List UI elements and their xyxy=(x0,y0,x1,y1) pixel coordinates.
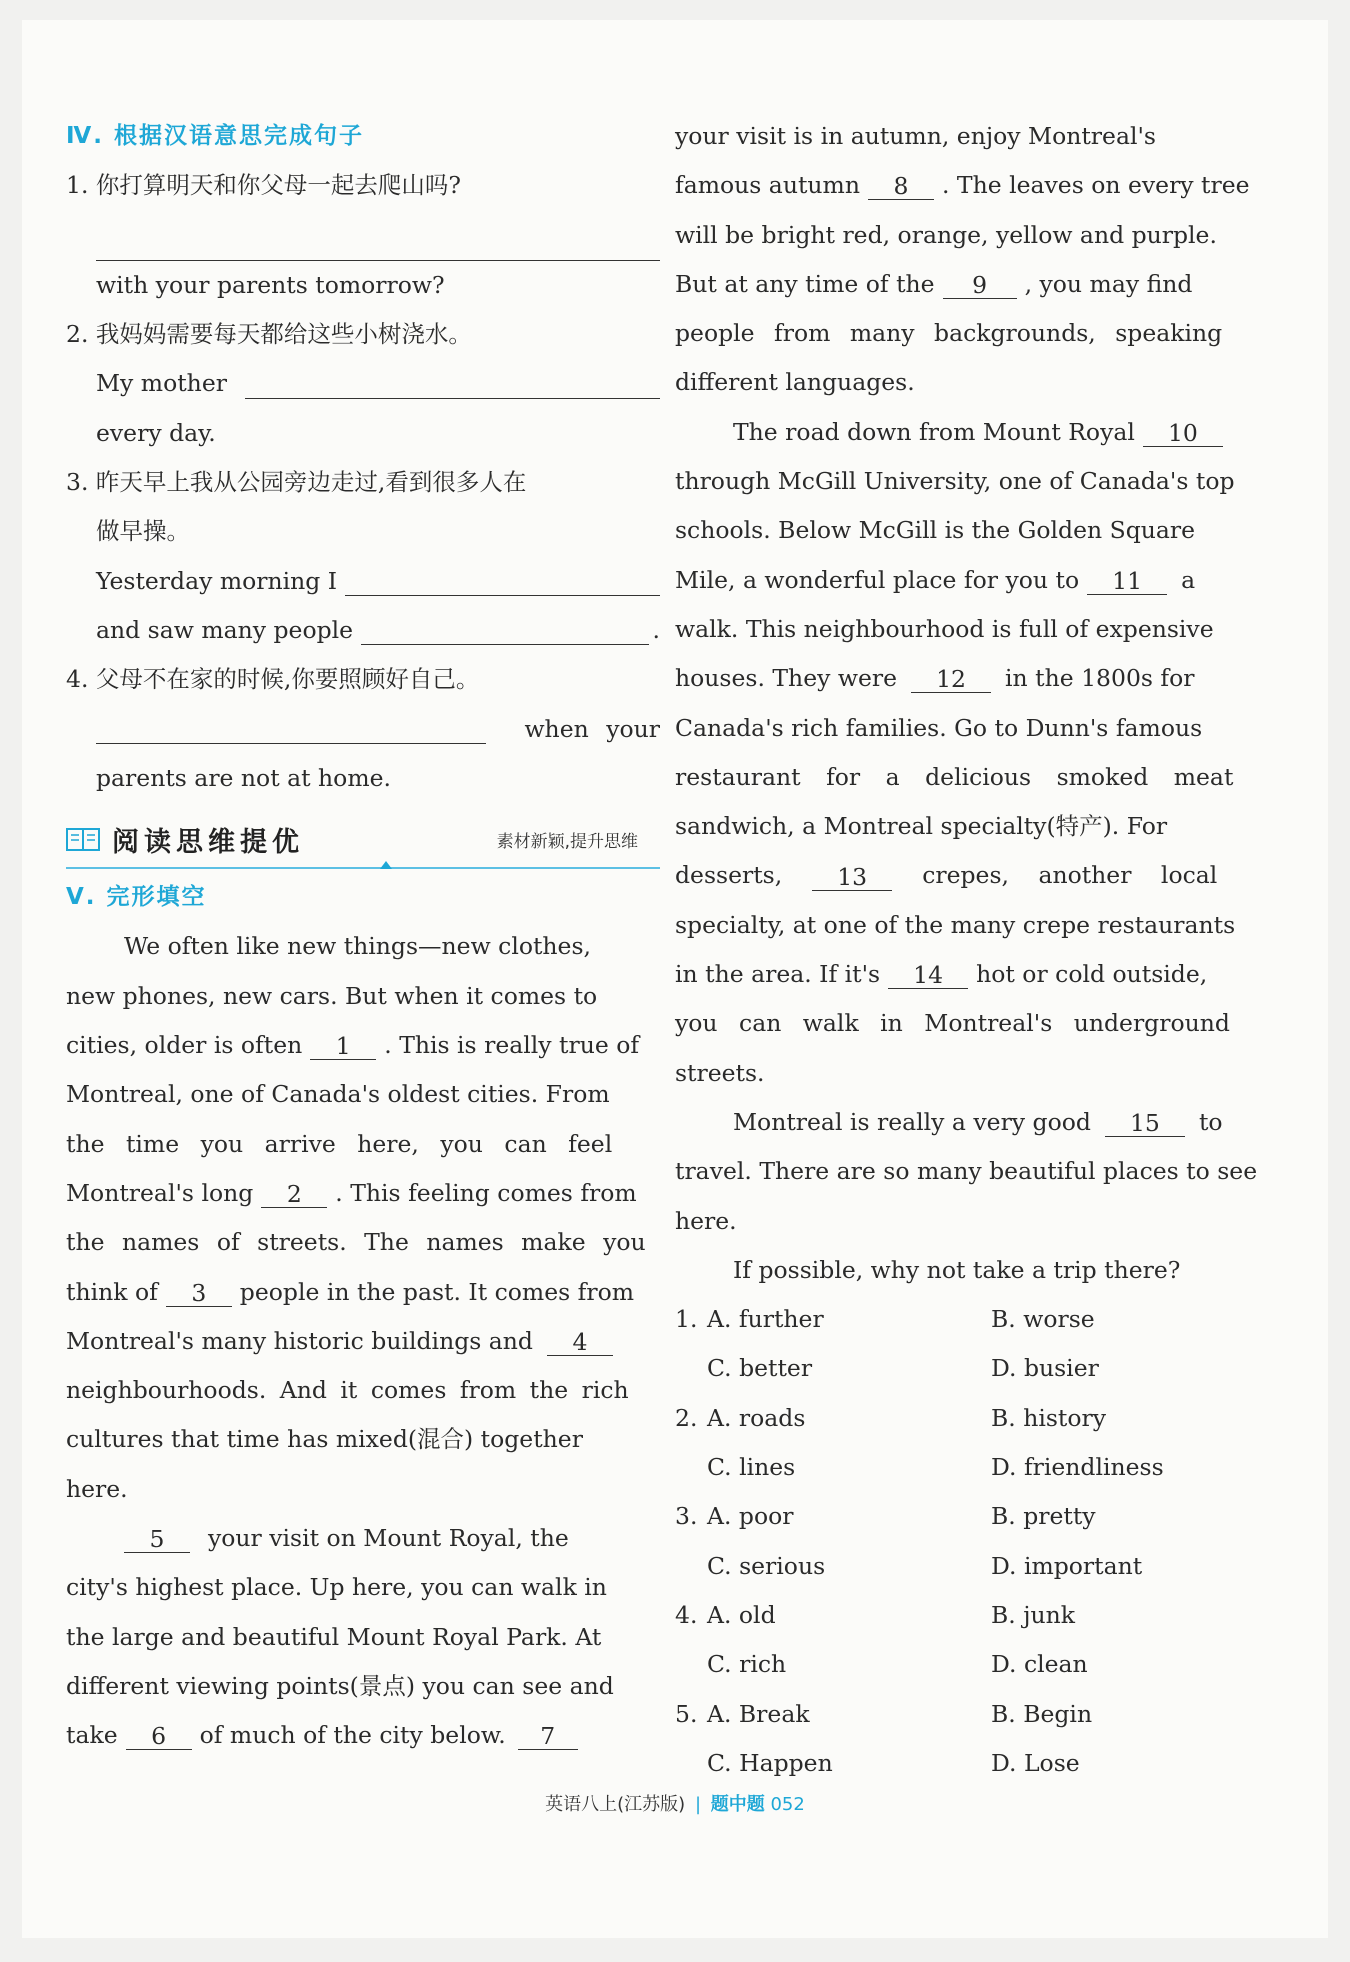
passage-line xyxy=(66,1317,660,1366)
option-b[interactable]: B. junk xyxy=(991,1600,1076,1629)
blank-11[interactable]: 11 xyxy=(1087,566,1167,595)
q3-text-2: and saw many people xyxy=(96,615,354,644)
passage-line xyxy=(675,1098,1271,1147)
blank-9[interactable]: 9 xyxy=(943,270,1017,299)
passage-line: streets. xyxy=(675,1058,765,1087)
passage-text: , you may find xyxy=(1024,269,1193,298)
banner-title: 阅读思维提优 xyxy=(112,826,304,858)
passage-line xyxy=(675,260,1271,309)
passage-text: But at any time of the xyxy=(675,269,935,298)
passage-text: cities, older is often xyxy=(66,1031,303,1060)
passage-text: famous autumn xyxy=(675,171,860,200)
option-row xyxy=(675,1640,1271,1689)
option-a[interactable]: A. old xyxy=(707,1600,776,1629)
footer-brand: 题中题 xyxy=(710,1794,765,1815)
q2-answer-blank[interactable] xyxy=(245,370,660,399)
passage-text: hot or cold outside, xyxy=(976,960,1208,989)
q1-answer-line-wrap xyxy=(66,211,660,261)
q4-text-1: when your xyxy=(524,714,660,743)
passage-text: your visit on Mount Royal, the xyxy=(208,1524,569,1553)
blank-2[interactable]: 2 xyxy=(261,1179,327,1208)
q3-english-1 xyxy=(66,557,660,606)
book-icon xyxy=(66,826,100,852)
option-d[interactable]: D. clean xyxy=(991,1650,1088,1679)
option-number: 4. xyxy=(675,1600,698,1629)
passage-line: new phones, new cars. But when it comes to xyxy=(66,981,598,1010)
q4-english-2: parents are not at home. xyxy=(96,763,391,792)
option-a[interactable]: A. roads xyxy=(707,1403,806,1432)
passage-line: different languages. xyxy=(675,368,915,397)
section-4-title: Ⅳ. 根据汉语意思完成句子 xyxy=(66,123,365,149)
right-column xyxy=(675,112,1271,1788)
passage-line: city's highest place. Up here, you can walk in xyxy=(66,1573,607,1602)
q2-english-2: every day. xyxy=(96,418,216,447)
passage-line xyxy=(675,950,1271,999)
blank-15[interactable]: 15 xyxy=(1105,1108,1185,1137)
passage-line xyxy=(66,1021,660,1070)
passage-line: through McGill University, one of Canada's top xyxy=(675,467,1235,496)
passage-text: Montreal's long xyxy=(66,1178,254,1207)
blank-6[interactable]: 6 xyxy=(126,1721,192,1750)
option-row xyxy=(675,1443,1271,1492)
passage-line: will be bright red, orange, yellow and purple. xyxy=(675,220,1217,249)
q3-text-1: Yesterday morning I xyxy=(96,566,338,595)
blank-8[interactable]: 8 xyxy=(868,171,934,200)
passage-line: you can walk in Montreal's underground xyxy=(675,1009,1230,1038)
passage-line: people from many backgrounds, speaking xyxy=(675,319,1223,348)
blank-12[interactable]: 12 xyxy=(911,664,991,693)
q2-text: My mother xyxy=(96,369,227,398)
option-b[interactable]: B. history xyxy=(991,1403,1107,1432)
passage-text: to xyxy=(1198,1107,1223,1136)
passage-text: people in the past. It comes from xyxy=(239,1277,634,1306)
passage-line xyxy=(675,161,1271,210)
passage-text: desserts, xyxy=(675,861,783,890)
passage-line: restaurant for a delicious smoked meat xyxy=(675,762,1234,791)
option-number: 1. xyxy=(675,1305,698,1334)
passage-line: schools. Below McGill is the Golden Square xyxy=(675,516,1196,545)
q3-chinese-1: 3. 昨天早上我从公园旁边走过,看到很多人在 xyxy=(66,468,527,497)
blank-4[interactable]: 4 xyxy=(547,1327,613,1356)
page-footer xyxy=(0,1790,1350,1816)
option-row xyxy=(675,1739,1271,1788)
option-b[interactable]: B. worse xyxy=(991,1305,1095,1334)
option-number: 2. xyxy=(675,1403,698,1432)
passage-line: cultures that time has mixed(混合) together xyxy=(66,1425,583,1454)
blank-14[interactable]: 14 xyxy=(888,960,968,989)
passage-line: travel. There are so many beautiful places to see xyxy=(675,1157,1258,1186)
blank-13[interactable]: 13 xyxy=(812,862,892,891)
footer-book-title: 英语八上(江苏版) xyxy=(545,1794,686,1815)
passage-line xyxy=(675,408,1271,457)
options-list xyxy=(675,1295,1271,1788)
option-c[interactable]: C. serious xyxy=(707,1551,826,1580)
passage-line: We often like new things—new clothes, xyxy=(124,932,591,961)
passage-line xyxy=(66,1514,660,1563)
q3-answer-blank-2[interactable] xyxy=(361,616,648,645)
passage-line xyxy=(66,1711,660,1760)
q4-answer-blank[interactable] xyxy=(96,715,486,744)
passage-text: in the area. If it's xyxy=(675,960,881,989)
footer-divider: | xyxy=(694,1794,702,1815)
passage-line: specialty, at one of the many crepe restaurants xyxy=(675,910,1236,939)
passage-text: take xyxy=(66,1721,118,1750)
passage-text: Montreal's many historic buildings and xyxy=(66,1326,533,1355)
passage-line xyxy=(66,1268,660,1317)
option-d[interactable]: D. Lose xyxy=(991,1748,1080,1777)
option-row xyxy=(675,1492,1271,1541)
q3-chinese-2: 做早操。 xyxy=(96,517,190,546)
passage-line: the large and beautiful Mount Royal Park. At xyxy=(66,1622,602,1651)
blank-10[interactable]: 10 xyxy=(1143,418,1223,447)
passage-line: your visit is in autumn, enjoy Montreal's xyxy=(675,122,1156,150)
option-row xyxy=(675,1591,1271,1640)
q2-chinese: 2. 我妈妈需要每天都给这些小树浇水。 xyxy=(66,320,472,349)
option-row xyxy=(675,1394,1271,1443)
passage-text: in the 1800s for xyxy=(1005,664,1195,693)
option-row xyxy=(675,1542,1271,1591)
left-column xyxy=(66,112,660,1761)
option-a[interactable]: A. Break xyxy=(707,1699,810,1728)
option-row xyxy=(675,1295,1271,1344)
passage-line xyxy=(66,1169,660,1218)
page-number: 052 xyxy=(770,1794,805,1815)
passage-line: sandwich, a Montreal specialty(特产). For xyxy=(675,812,1168,841)
banner-triangle-marker xyxy=(380,861,392,869)
option-a[interactable]: A. further xyxy=(707,1305,824,1334)
option-c[interactable]: C. better xyxy=(707,1354,813,1383)
passage-line: here. xyxy=(66,1474,128,1503)
option-d[interactable]: D. important xyxy=(991,1551,1143,1580)
passage-line: If possible, why not take a trip there? xyxy=(733,1255,1181,1284)
section-5-title: Ⅴ. 完形填空 xyxy=(66,884,207,911)
q1-answer-line[interactable] xyxy=(96,211,660,261)
passage-text: . This feeling comes from xyxy=(335,1178,637,1207)
option-b[interactable]: B. Begin xyxy=(991,1699,1093,1728)
option-c[interactable]: C. lines xyxy=(707,1453,796,1482)
option-d[interactable]: D. friendliness xyxy=(991,1453,1164,1482)
option-a[interactable]: A. poor xyxy=(707,1502,794,1531)
passage-line xyxy=(675,556,1271,605)
q3-english-2 xyxy=(66,606,660,655)
passage-text: The road down from Mount Royal xyxy=(733,417,1135,446)
blank-5[interactable]: 5 xyxy=(124,1524,190,1553)
passage-line: different viewing points(景点) you can see and xyxy=(66,1671,614,1700)
passage-text: of much of the city below. xyxy=(199,1721,506,1750)
banner-subtitle: 素材新颖,提升思维 xyxy=(496,831,638,852)
option-row xyxy=(675,1690,1271,1739)
passage-line xyxy=(675,654,1271,703)
passage-line: the names of streets. The names make you xyxy=(66,1228,646,1257)
passage-text: a xyxy=(1181,565,1196,594)
blank-1[interactable]: 1 xyxy=(310,1031,376,1060)
q2-english-1 xyxy=(66,359,660,408)
passage-line: Montreal, one of Canada's oldest cities. From xyxy=(66,1080,610,1109)
reading-banner xyxy=(66,811,660,869)
passage-text: Montreal is really a very good xyxy=(733,1107,1091,1136)
option-c[interactable]: C. rich xyxy=(707,1650,787,1679)
option-b[interactable]: B. pretty xyxy=(991,1502,1096,1531)
passage-line xyxy=(675,851,1271,900)
blank-3[interactable]: 3 xyxy=(166,1278,232,1307)
passage-text: . The leaves on every tree xyxy=(941,171,1250,200)
q4-english-1 xyxy=(66,705,660,754)
option-row xyxy=(675,1344,1271,1393)
passage-text: houses. They were xyxy=(675,664,898,693)
passage-line: neighbourhoods. And it comes from the rich xyxy=(66,1376,629,1405)
option-c[interactable]: C. Happen xyxy=(707,1748,833,1777)
q1-english: with your parents tomorrow? xyxy=(96,270,445,299)
q3-answer-blank-1[interactable] xyxy=(345,567,660,596)
option-number: 5. xyxy=(675,1699,698,1728)
passage-text: . This is really true of xyxy=(384,1031,640,1060)
q1-chinese: 1. 你打算明天和你父母一起去爬山吗? xyxy=(66,171,461,200)
option-number: 3. xyxy=(675,1502,698,1531)
passage-text: crepes, another local xyxy=(922,861,1218,890)
option-d[interactable]: D. busier xyxy=(991,1354,1099,1383)
passage-line: here. xyxy=(675,1206,737,1235)
passage-line: Canada's rich families. Go to Dunn's famous xyxy=(675,713,1203,742)
passage-text: Mile, a wonderful place for you to xyxy=(675,565,1080,594)
blank-7[interactable]: 7 xyxy=(518,1721,578,1750)
q3-period: . xyxy=(652,615,660,644)
q4-chinese: 4. 父母不在家的时候,你要照顾好自己。 xyxy=(66,665,480,694)
passage-text: think of xyxy=(66,1277,158,1306)
passage-line: the time you arrive here, you can feel xyxy=(66,1129,613,1158)
passage-line: walk. This neighbourhood is full of expensive xyxy=(675,614,1214,643)
